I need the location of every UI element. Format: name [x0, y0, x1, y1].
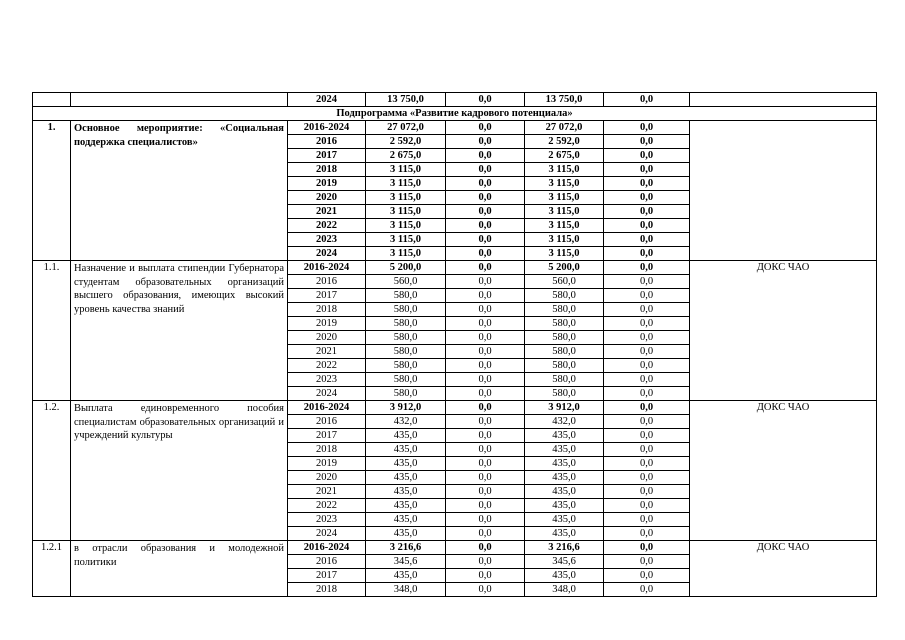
v3-cell: 0,0 — [604, 429, 690, 443]
v1-cell: 0,0 — [446, 135, 525, 149]
top-row-title-cell — [71, 93, 288, 107]
program-table-container — [32, 92, 877, 597]
total-cell: 3 115,0 — [366, 219, 446, 233]
v3-cell: 0,0 — [604, 247, 690, 261]
v2-cell: 435,0 — [525, 471, 604, 485]
section-number: 1.2.1 — [33, 541, 71, 597]
v2-cell: 580,0 — [525, 359, 604, 373]
year-cell: 2016 — [288, 135, 366, 149]
total-cell: 345,6 — [366, 555, 446, 569]
year-cell: 2019 — [288, 177, 366, 191]
v2-cell: 27 072,0 — [525, 121, 604, 135]
v1-cell: 0,0 — [446, 555, 525, 569]
v2-cell: 435,0 — [525, 457, 604, 471]
year-cell: 2020 — [288, 191, 366, 205]
executor-cell: ДОКС ЧАО — [690, 261, 877, 401]
v3-cell: 0,0 — [604, 373, 690, 387]
top-row-v3: 0,0 — [604, 93, 690, 107]
total-cell: 432,0 — [366, 415, 446, 429]
v1-cell: 0,0 — [446, 415, 525, 429]
year-cell: 2017 — [288, 149, 366, 163]
v3-cell: 0,0 — [604, 485, 690, 499]
v3-cell: 0,0 — [604, 149, 690, 163]
v1-cell: 0,0 — [446, 457, 525, 471]
year-cell: 2018 — [288, 583, 366, 597]
year-cell: 2021 — [288, 485, 366, 499]
total-cell: 435,0 — [366, 457, 446, 471]
v1-cell: 0,0 — [446, 149, 525, 163]
v2-cell: 580,0 — [525, 289, 604, 303]
v3-cell: 0,0 — [604, 345, 690, 359]
program-table-body — [33, 93, 877, 597]
v2-cell: 3 115,0 — [525, 205, 604, 219]
v3-cell: 0,0 — [604, 331, 690, 345]
total-cell: 435,0 — [366, 527, 446, 541]
year-cell: 2023 — [288, 233, 366, 247]
v3-cell: 0,0 — [604, 177, 690, 191]
year-cell: 2017 — [288, 429, 366, 443]
total-cell: 2 675,0 — [366, 149, 446, 163]
v2-cell: 3 115,0 — [525, 247, 604, 261]
executor-cell: ДОКС ЧАО — [690, 401, 877, 541]
year-cell: 2022 — [288, 359, 366, 373]
v3-cell: 0,0 — [604, 163, 690, 177]
v1-cell: 0,0 — [446, 499, 525, 513]
v3-cell: 0,0 — [604, 443, 690, 457]
year-cell: 2016-2024 — [288, 541, 366, 555]
v1-cell: 0,0 — [446, 233, 525, 247]
section-title: в отрасли образования и молодежной политики — [71, 541, 288, 597]
top-row-v1: 0,0 — [446, 93, 525, 107]
v1-cell: 0,0 — [446, 583, 525, 597]
year-cell: 2018 — [288, 163, 366, 177]
v1-cell: 0,0 — [446, 331, 525, 345]
v3-cell: 0,0 — [604, 527, 690, 541]
total-cell: 580,0 — [366, 331, 446, 345]
section-number: 1.2. — [33, 401, 71, 541]
program-table — [32, 92, 877, 597]
section-title: Выплата единовременного пособия специалистам образовательных организаций и учреждений культуры — [71, 401, 288, 541]
total-cell: 3 115,0 — [366, 163, 446, 177]
year-cell: 2016 — [288, 555, 366, 569]
v1-cell: 0,0 — [446, 247, 525, 261]
v3-cell: 0,0 — [604, 233, 690, 247]
v1-cell: 0,0 — [446, 345, 525, 359]
total-cell: 3 115,0 — [366, 233, 446, 247]
v1-cell: 0,0 — [446, 513, 525, 527]
v2-cell: 3 912,0 — [525, 401, 604, 415]
subprogram-row — [33, 107, 877, 121]
v1-cell: 0,0 — [446, 317, 525, 331]
v1-cell: 0,0 — [446, 569, 525, 583]
total-cell: 3 912,0 — [366, 401, 446, 415]
v3-cell: 0,0 — [604, 359, 690, 373]
total-cell: 435,0 — [366, 443, 446, 457]
total-cell: 3 115,0 — [366, 177, 446, 191]
v1-cell: 0,0 — [446, 359, 525, 373]
v3-cell: 0,0 — [604, 583, 690, 597]
total-cell: 27 072,0 — [366, 121, 446, 135]
total-cell: 2 592,0 — [366, 135, 446, 149]
v2-cell: 580,0 — [525, 345, 604, 359]
v1-cell: 0,0 — [446, 177, 525, 191]
total-cell: 3 115,0 — [366, 247, 446, 261]
v2-cell: 435,0 — [525, 429, 604, 443]
top-row-executor-cell — [690, 93, 877, 107]
top-row-total: 13 750,0 — [366, 93, 446, 107]
table-row — [33, 401, 877, 415]
v2-cell: 580,0 — [525, 303, 604, 317]
total-cell: 580,0 — [366, 289, 446, 303]
year-cell: 2022 — [288, 499, 366, 513]
v1-cell: 0,0 — [446, 527, 525, 541]
v3-cell: 0,0 — [604, 541, 690, 555]
year-cell: 2023 — [288, 373, 366, 387]
v2-cell: 580,0 — [525, 331, 604, 345]
v2-cell: 435,0 — [525, 499, 604, 513]
total-cell: 580,0 — [366, 387, 446, 401]
year-cell: 2024 — [288, 247, 366, 261]
executor-cell — [690, 121, 877, 261]
v3-cell: 0,0 — [604, 191, 690, 205]
v3-cell: 0,0 — [604, 219, 690, 233]
section-number: 1. — [33, 121, 71, 261]
v2-cell: 580,0 — [525, 317, 604, 331]
v1-cell: 0,0 — [446, 485, 525, 499]
v3-cell: 0,0 — [604, 471, 690, 485]
v1-cell: 0,0 — [446, 275, 525, 289]
v1-cell: 0,0 — [446, 219, 525, 233]
year-cell: 2018 — [288, 303, 366, 317]
year-cell: 2021 — [288, 345, 366, 359]
subprogram-title: Подпрограмма «Развитие кадрового потенциала» — [33, 107, 877, 121]
year-cell: 2020 — [288, 471, 366, 485]
total-cell: 3 216,6 — [366, 541, 446, 555]
year-cell: 2016-2024 — [288, 401, 366, 415]
v1-cell: 0,0 — [446, 261, 525, 275]
total-cell: 435,0 — [366, 513, 446, 527]
v1-cell: 0,0 — [446, 191, 525, 205]
v3-cell: 0,0 — [604, 303, 690, 317]
v3-cell: 0,0 — [604, 569, 690, 583]
v3-cell: 0,0 — [604, 121, 690, 135]
v2-cell: 435,0 — [525, 485, 604, 499]
v3-cell: 0,0 — [604, 457, 690, 471]
total-cell: 560,0 — [366, 275, 446, 289]
v2-cell: 3 115,0 — [525, 163, 604, 177]
top-row-year: 2024 — [288, 93, 366, 107]
v3-cell: 0,0 — [604, 401, 690, 415]
year-cell: 2016-2024 — [288, 121, 366, 135]
total-cell: 580,0 — [366, 303, 446, 317]
top-row-v2: 13 750,0 — [525, 93, 604, 107]
v2-cell: 2 592,0 — [525, 135, 604, 149]
v3-cell: 0,0 — [604, 513, 690, 527]
v2-cell: 3 216,6 — [525, 541, 604, 555]
v3-cell: 0,0 — [604, 415, 690, 429]
v1-cell: 0,0 — [446, 163, 525, 177]
total-cell: 5 200,0 — [366, 261, 446, 275]
v1-cell: 0,0 — [446, 541, 525, 555]
year-cell: 2016 — [288, 275, 366, 289]
v1-cell: 0,0 — [446, 121, 525, 135]
year-cell: 2024 — [288, 527, 366, 541]
total-cell: 580,0 — [366, 359, 446, 373]
v1-cell: 0,0 — [446, 303, 525, 317]
v1-cell: 0,0 — [446, 373, 525, 387]
v2-cell: 5 200,0 — [525, 261, 604, 275]
v3-cell: 0,0 — [604, 205, 690, 219]
v2-cell: 560,0 — [525, 275, 604, 289]
v3-cell: 0,0 — [604, 135, 690, 149]
v2-cell: 580,0 — [525, 373, 604, 387]
total-cell: 435,0 — [366, 569, 446, 583]
v3-cell: 0,0 — [604, 499, 690, 513]
v2-cell: 2 675,0 — [525, 149, 604, 163]
v3-cell: 0,0 — [604, 275, 690, 289]
year-cell: 2016 — [288, 415, 366, 429]
v1-cell: 0,0 — [446, 387, 525, 401]
total-cell: 3 115,0 — [366, 191, 446, 205]
top-row-num-cell — [33, 93, 71, 107]
v3-cell: 0,0 — [604, 555, 690, 569]
v2-cell: 345,6 — [525, 555, 604, 569]
v1-cell: 0,0 — [446, 471, 525, 485]
year-cell: 2019 — [288, 317, 366, 331]
year-cell: 2019 — [288, 457, 366, 471]
year-cell: 2022 — [288, 219, 366, 233]
v2-cell: 580,0 — [525, 387, 604, 401]
total-cell: 435,0 — [366, 429, 446, 443]
year-cell: 2023 — [288, 513, 366, 527]
v1-cell: 0,0 — [446, 429, 525, 443]
year-cell: 2016-2024 — [288, 261, 366, 275]
v2-cell: 3 115,0 — [525, 219, 604, 233]
section-title: Назначение и выплата стипендии Губернатора студентам образовательных организаций высшего образования, имеющих высокий уровень качества знаний — [71, 261, 288, 401]
v2-cell: 435,0 — [525, 513, 604, 527]
year-cell: 2021 — [288, 205, 366, 219]
total-cell: 3 115,0 — [366, 205, 446, 219]
year-cell: 2017 — [288, 569, 366, 583]
v1-cell: 0,0 — [446, 205, 525, 219]
year-cell: 2024 — [288, 387, 366, 401]
v2-cell: 435,0 — [525, 527, 604, 541]
section-title: Основное мероприятие: «Социальная поддержка специалистов» — [71, 121, 288, 261]
year-cell: 2018 — [288, 443, 366, 457]
v2-cell: 348,0 — [525, 583, 604, 597]
v2-cell: 435,0 — [525, 569, 604, 583]
section-number: 1.1. — [33, 261, 71, 401]
total-cell: 435,0 — [366, 471, 446, 485]
v3-cell: 0,0 — [604, 289, 690, 303]
v1-cell: 0,0 — [446, 443, 525, 457]
total-cell: 580,0 — [366, 373, 446, 387]
v3-cell: 0,0 — [604, 261, 690, 275]
v2-cell: 3 115,0 — [525, 177, 604, 191]
year-cell: 2017 — [288, 289, 366, 303]
total-cell: 580,0 — [366, 317, 446, 331]
total-cell: 580,0 — [366, 345, 446, 359]
table-row — [33, 261, 877, 275]
total-cell: 348,0 — [366, 583, 446, 597]
total-cell: 435,0 — [366, 485, 446, 499]
year-cell: 2020 — [288, 331, 366, 345]
executor-cell: ДОКС ЧАО — [690, 541, 877, 597]
v3-cell: 0,0 — [604, 387, 690, 401]
v1-cell: 0,0 — [446, 401, 525, 415]
table-row — [33, 121, 877, 135]
v2-cell: 3 115,0 — [525, 233, 604, 247]
v3-cell: 0,0 — [604, 317, 690, 331]
table-row — [33, 541, 877, 555]
total-cell: 435,0 — [366, 499, 446, 513]
v2-cell: 3 115,0 — [525, 191, 604, 205]
top-row — [33, 93, 877, 107]
v1-cell: 0,0 — [446, 289, 525, 303]
v2-cell: 432,0 — [525, 415, 604, 429]
v2-cell: 435,0 — [525, 443, 604, 457]
